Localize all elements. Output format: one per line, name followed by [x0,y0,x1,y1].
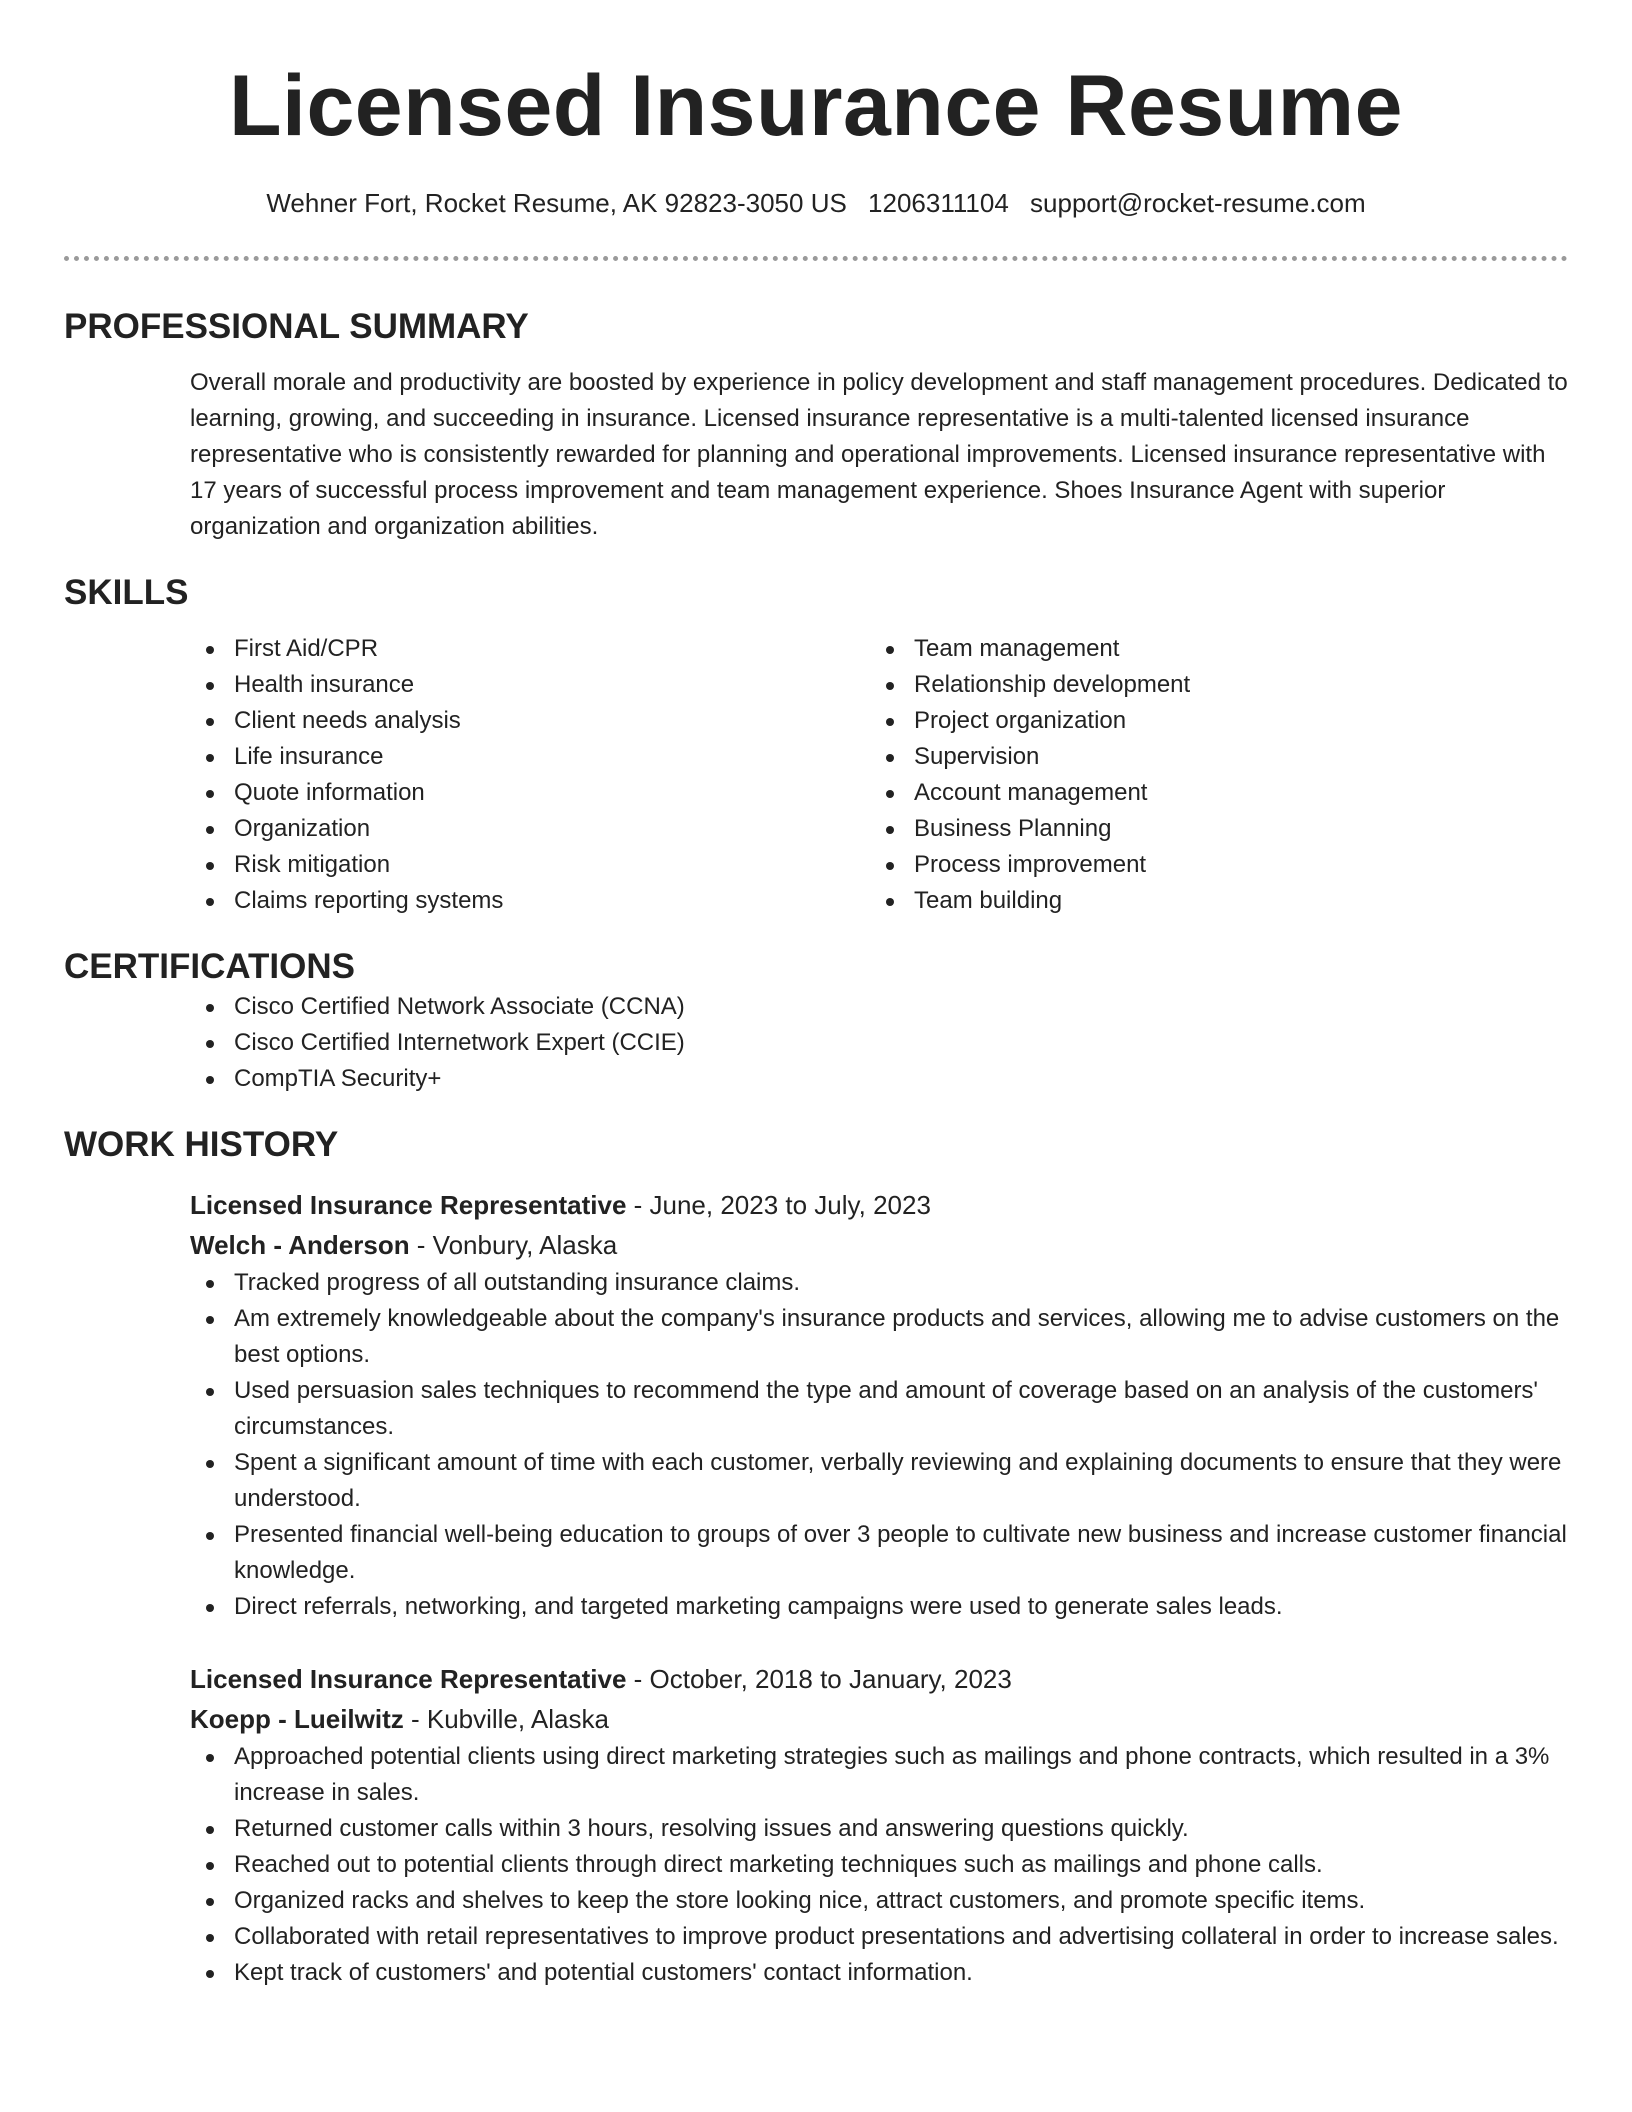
contact-line [64,186,1568,220]
summary-heading: PROFESSIONAL SUMMARY [64,307,529,346]
skill-item: Life insurance [190,739,870,775]
skill-item: First Aid/CPR [190,631,870,667]
resume-title: Licensed Insurance Resume [229,58,1403,154]
job-title-line [190,1185,1568,1225]
certification-item: Cisco Certified Network Associate (CCNA) [190,989,1568,1025]
skill-item: Team building [870,883,1550,919]
skill-item: Team management [870,631,1550,667]
job-duty: Spent a significant amount of time with each customer, verbally reviewing and explaining documents to ensure that they were understood. [190,1445,1568,1517]
job-duty: Direct referrals, networking, and targeted marketing campaigns were used to generate sales leads. [190,1589,1568,1625]
skills-section [64,571,1568,919]
job-dates: - June, 2023 to July, 2023 [626,1190,931,1220]
job-location: - Vonbury, Alaska [409,1230,618,1260]
certification-item: Cisco Certified Internetwork Expert (CCIE) [190,1025,1568,1061]
certifications-section [64,945,1568,1097]
job-duty: Approached potential clients using direct marketing strategies such as mailings and phone contracts, which resulted in a 3% increase in sales. [190,1739,1568,1811]
skill-item: Quote information [190,775,870,811]
job-company-line [190,1699,1568,1739]
job-duty: Returned customer calls within 3 hours, resolving issues and answering questions quickly. [190,1811,1568,1847]
job-duty: Collaborated with retail representatives to improve product presentations and advertising collateral in order to increase sales. [190,1919,1568,1955]
skill-item: Project organization [870,703,1550,739]
work-history-section [64,1123,1568,1991]
skills-list-right [870,631,1550,919]
job-duties-list [190,1265,1568,1625]
skill-item: Claims reporting systems [190,883,870,919]
summary-section [64,305,1568,545]
job-duties-list [190,1739,1568,1991]
skills-list-left [190,631,870,919]
skills-heading: SKILLS [64,573,189,612]
job-duty: Reached out to potential clients through direct marketing techniques such as mailings and phone calls. [190,1847,1568,1883]
skill-item: Process improvement [870,847,1550,883]
job-duty: Tracked progress of all outstanding insurance claims. [190,1265,1568,1301]
skills-grid [190,631,1568,919]
contact-phone: 1206311104 [868,188,1009,218]
job-duty: Kept track of customers' and potential customers' contact information. [190,1955,1568,1991]
skill-item: Organization [190,811,870,847]
skill-item: Supervision [870,739,1550,775]
certification-item: CompTIA Security+ [190,1061,1568,1097]
job-title: Licensed Insurance Representative [190,1664,627,1694]
job-entry [190,1185,1568,1625]
skill-item: Relationship development [870,667,1550,703]
contact-email: support@rocket-resume.com [1030,188,1366,218]
job-duty: Presented financial well-being education to groups of over 3 people to cultivate new business and increase customer financial knowledge. [190,1517,1568,1589]
job-title-line [190,1659,1568,1699]
skill-item: Health insurance [190,667,870,703]
job-title: Licensed Insurance Representative [190,1190,627,1220]
job-location: - Kubville, Alaska [403,1704,609,1734]
skill-item: Risk mitigation [190,847,870,883]
job-entry [190,1659,1568,1991]
job-duty: Used persuasion sales techniques to recommend the type and amount of coverage based on an analysis of the customers' circumstances. [190,1373,1568,1445]
certifications-heading: CERTIFICATIONS [64,947,356,986]
contact-address: Wehner Fort, Rocket Resume, AK 92823-3050 US [266,188,847,218]
job-duty: Organized racks and shelves to keep the store looking nice, attract customers, and promote specific items. [190,1883,1568,1919]
summary-text: Overall morale and productivity are boosted by experience in policy development and staff management procedures. Dedicated to learning, growing, and succeeding in insurance. Licensed insurance representative is a multi-talented licensed insurance representative who is consistently rewarded for planning and operational improvements. Licensed insurance representative with 17 years of successful process improvement and team management experience. Shoes Insurance Agent with superior organization and organization abilities. [190,369,1568,540]
header-divider [64,256,1568,261]
skill-item: Account management [870,775,1550,811]
work-history-heading: WORK HISTORY [64,1125,339,1164]
skill-item: Business Planning [870,811,1550,847]
job-duty: Am extremely knowledgeable about the company's insurance products and services, allowing me to advise customers on the best options. [190,1301,1568,1373]
job-company-line [190,1225,1568,1265]
job-company: Koepp - Lueilwitz [190,1704,404,1734]
certifications-list [190,989,1568,1097]
job-company: Welch - Anderson [190,1230,410,1260]
skill-item: Client needs analysis [190,703,870,739]
job-dates: - October, 2018 to January, 2023 [626,1664,1012,1694]
